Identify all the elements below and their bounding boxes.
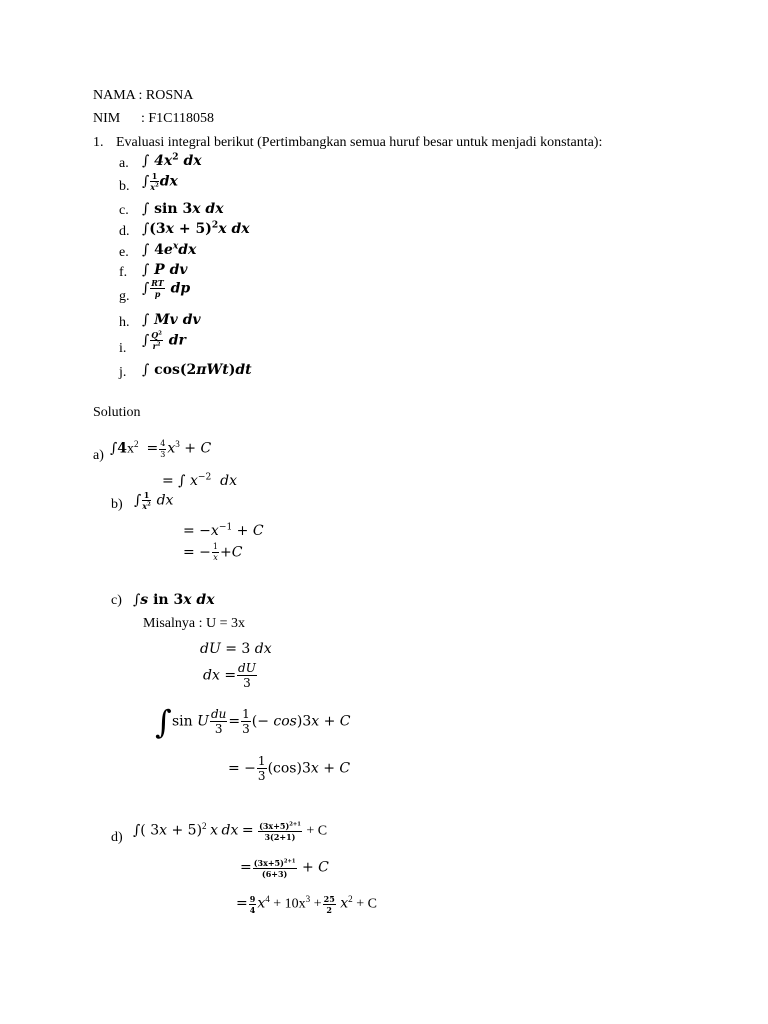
item-h-expression: ∫ Mv dv: [142, 312, 201, 328]
solution-b-step2: = − $\frac{1}{x}$ +C: [183, 542, 243, 562]
item-f-label: f.: [119, 265, 128, 280]
item-b-expression: ∫ $\frac{1}{x^2}$ dx: [142, 171, 178, 192]
nim-label: NIM: [93, 111, 121, 126]
item-a-label: a.: [119, 156, 129, 171]
solution-c-step1: sin U $\frac{du}{3}$ = $\frac{1}{3}$ (− cos)3x + C: [172, 707, 351, 736]
solution-c-integral: ∫s in 3x dx: [133, 592, 215, 608]
question-number: 1.: [93, 135, 104, 150]
solution-a-label: a): [93, 448, 104, 463]
student-name: NAMA : ROSNA: [93, 88, 194, 103]
item-j-label: j.: [119, 365, 127, 380]
item-e-label: e.: [119, 245, 129, 260]
misalnya-text: Misalnya : U = 3x: [143, 616, 245, 631]
item-c-label: c.: [119, 203, 129, 218]
question-text: Evaluasi integral berikut (Pertimbangkan semua huruf besar untuk menjadi konstanta):: [116, 135, 603, 150]
solution-d-step1: ∫( 3x + 5)$^2$ x dx = $\frac{(3x+5)^{2+1}}{3(2+1)}$ + C: [133, 821, 328, 842]
solution-d-step2: = $\frac{(3x+5)^{2+1}}{(6+3)}$ + C: [240, 858, 329, 879]
solution-c-label: c): [111, 593, 122, 608]
solution-c-step2: = − $\frac{1}{3}$ (cos)3x + C: [228, 754, 351, 783]
item-j-expression: ∫ cos(2πWt)dt: [142, 362, 252, 378]
item-e-expression: ∫ $4e^xdx$: [142, 240, 197, 258]
item-b-label: b.: [119, 179, 130, 194]
item-a-expression: ∫ $4x^2$ dx: [142, 151, 202, 169]
solution-d-label: d): [111, 830, 123, 845]
item-f-expression: ∫ P dv: [142, 262, 188, 278]
item-c-expression: ∫ sin 3x dx: [142, 201, 224, 217]
solution-heading: Solution: [93, 405, 141, 420]
solution-b-step1: = $-x^{-1} + C$: [183, 522, 264, 539]
item-h-label: h.: [119, 315, 130, 330]
solution-c-dx: dx = $\frac{dU}{3}$: [203, 661, 256, 690]
item-g-expression: ∫ $\frac{RT}{p}$ dp: [142, 278, 191, 299]
nim-value: : F1C118058: [141, 111, 214, 126]
item-d-expression: $\int(3x + 5)^2x$ dx: [142, 219, 250, 237]
solution-b-integral: ∫ $\frac{1}{x^2}$ dx: [134, 490, 174, 511]
solution-a-step1: $\int 4x^2$ = $\frac{4}{3}$ $x^3 + C$: [110, 439, 212, 459]
solution-d-step3: = $\frac{9}{4}$ $x^4 + 10x^3$ + $\frac{25}{2}$ $x^2 + C$: [236, 894, 377, 915]
solution-a-step2: = ∫ $x^{-2}$ dx: [162, 472, 238, 489]
item-i-label: i.: [119, 341, 127, 356]
solution-c-du: dU = 3 dx: [200, 641, 272, 657]
integral-sign-large: ∫: [155, 703, 172, 741]
solution-b-label: b): [111, 497, 123, 512]
item-i-expression: ∫ $\frac{Q^2}{r^2}$ dr: [142, 330, 186, 351]
item-g-label: g.: [119, 289, 130, 304]
item-d-label: d.: [119, 224, 130, 239]
